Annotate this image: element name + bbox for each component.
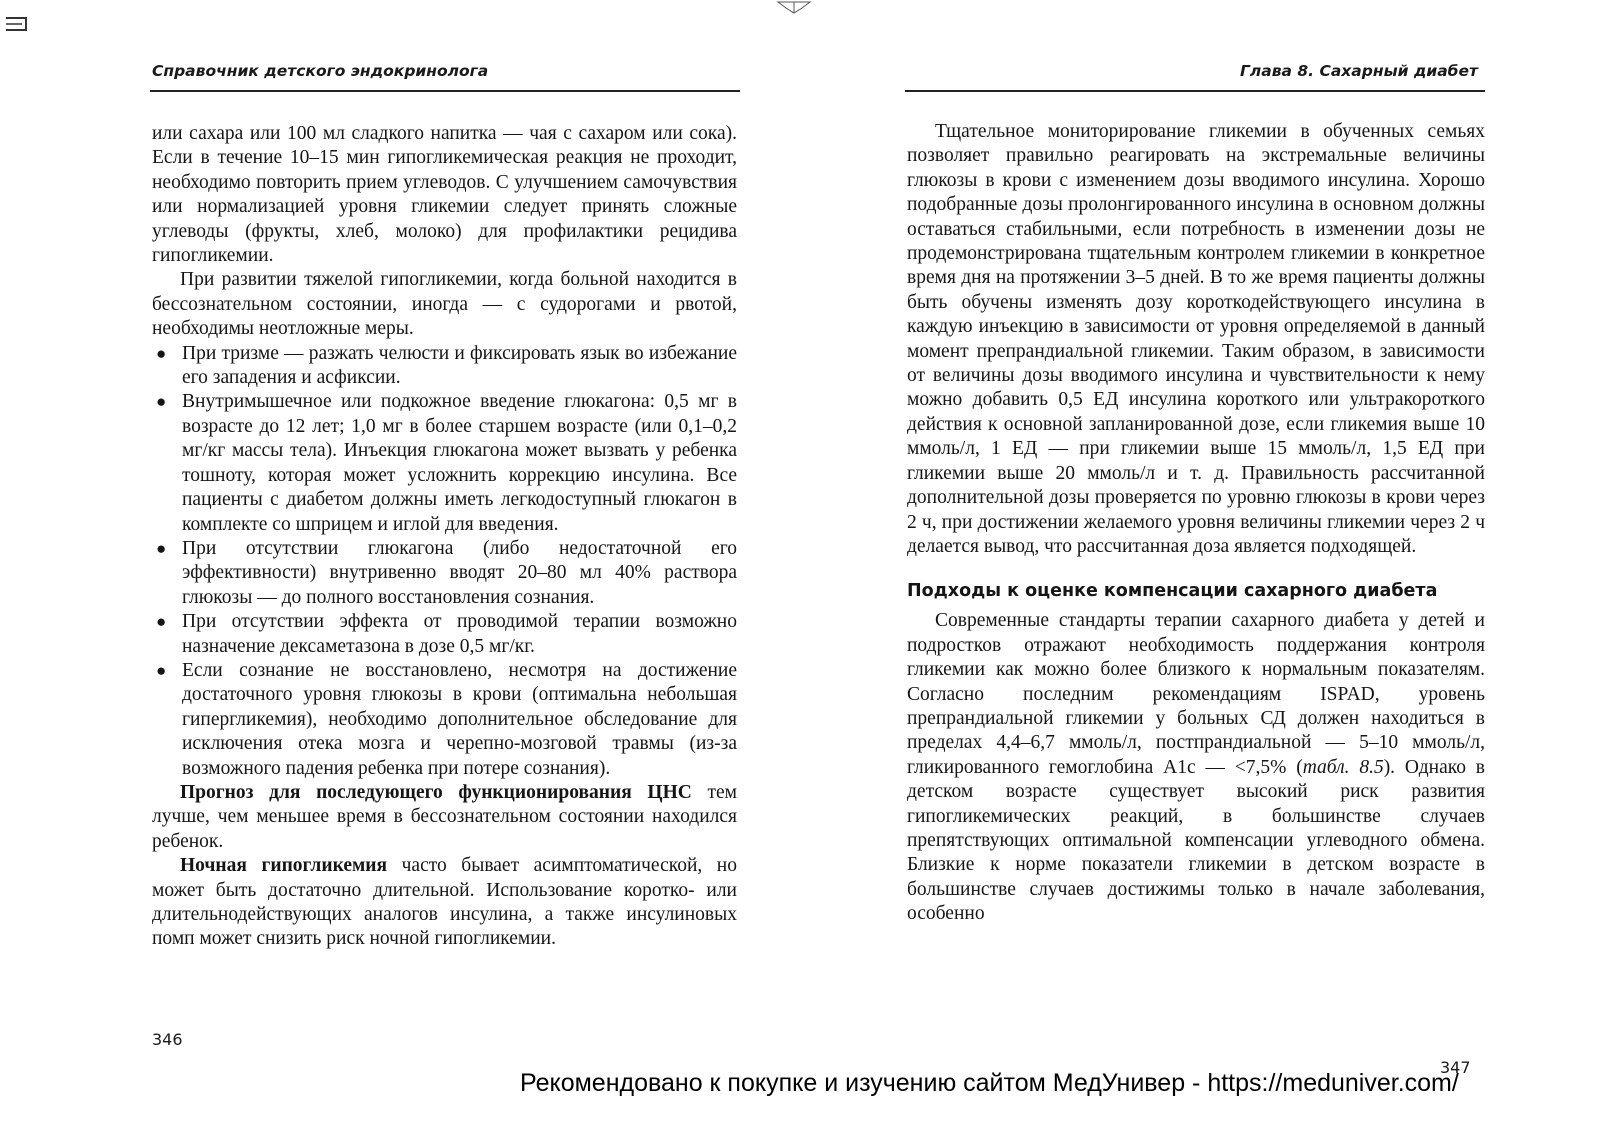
bullet-icon: ● [156,392,167,412]
table-reference: табл. 8.5 [1302,756,1384,778]
list-item [152,390,737,536]
right-text-column [907,120,1485,927]
paragraph-text: Современные стандарты терапии сахарного диабета у детей и подростков отражают необходимость поддержания контроля гликемии как можно более близкого к нормальным показателям. Согласно последним рекомендациям ISPAD, уровень препрандиальной гликемии у больных СД должен находиться в пределах 4,4–6,7 ммоль/л, постпрандиальной — 5–10 ммоль/л, гликированного гемоглобина A1c — <7,5% ( [907,610,1485,778]
header-rule-right [905,90,1485,92]
paragraph [152,854,737,952]
running-head-right: Глава 8. Сахарный диабет [1240,62,1478,80]
term-bold: Прогноз для последующего функционирования ЦНС [180,781,692,803]
list-item-text: При отсутствии эффекта от проводимой терапии возможно назначение дексаметазона в дозе 0,5 мг/кг. [182,611,737,657]
term-bold: Ночная гипогликемия [180,855,388,877]
list-item-text: При отсутствии глюкагона (либо недостаточной его эффективности) внутривенно вводят 20–80 мл 40% раствора глюкозы — до полного восстановления сознания. [182,537,737,608]
paragraph-text: часто бывает асимптоматической, но может быть достаточно длительной. Использование коротко- или длительнодействующих аналогов инсулина, а также инсулиновых помп может снизить риск ночной гипогликемии. [152,855,737,950]
paragraph: При развитии тяжелой гипогликемии, когда больной находится в бессознательном состоянии, иногда — с судорогами и рвотой, необходимы неотложные меры. [152,269,737,340]
list-item [152,537,737,610]
list-item [152,659,737,781]
header-rule-left [150,90,740,92]
bullet-icon: ● [156,612,167,632]
list-item-text: Если сознание не восстановлено, несмотря на достижение достаточного уровня глюкозы в крови (оптимальна небольшая гипергликемия), необходимо дополнительное обследование для исключения отека мозга и черепно-мозговой травмы (из-за возможного падения ребенка при потере сознания). [182,659,737,779]
bullet-icon: ● [156,343,167,363]
page-number-right: 347 [1440,1058,1471,1077]
watermark-banner: Рекомендовано к покупке и изучению сайтом МедУнивер - https://meduniver.com/ [520,1069,1459,1097]
list-item-text: При тризме — разжать челюсти и фиксировать язык во избежание его западения и асфиксии. [182,342,737,389]
paragraph-text: ). Однако в детском возрасте существует высокий риск развития гипогликемических реакций, в большинстве случаев препятствующих оптимальной компенсации углеводного обмена. Близкие к норме показатели гликемии в детском возрасте в большинстве случаев достижимы только в начале заболевания, особенно [907,756,1485,925]
list-item [152,610,737,659]
right-page [800,0,1600,1125]
bullet-icon: ● [156,660,167,680]
paragraph [907,609,1485,926]
paragraph: или сахара или 100 мл сладкого напитка — чая с сахаром или сока). Если в течение 10–15 мин гипогликемическая реакция не проходит, необходимо повторить прием углеводов. С улучшением самочувствия или нормализацией уровня гликемии следует принять сложные углеводы (фрукты, хлеб, молоко) для профилактики рецидива гипогликемии. [152,123,737,267]
paragraph: Тщательное мониторирование гликемии в обученных семьях позволяет правильно реагировать на экстремальные величины глюкозы в крови с изменением дозы вводимого инсулина. Хорошо подобранные дозы пролонгированного инсулина в основном должны оставаться стабильными, если потребность в изменении дозы не продемонстрирована тщательным контролем гликемии в конкретное время дня на протяжении 3–5 дней. В то же время пациенты должны быть обучены изменять дозу короткодействующего инсулина в каждую инъекцию в зависимости от уровня определяемой в данный момент препрандиальной гликемии. Таким образом, в зависимости от величины дозы вводимого инсулина и чувствительности к нему можно добавить 0,5 ЕД инсулина короткого или ультракороткого действия к основной запланированной дозе, если гликемия выше 10 ммоль/л, 1 ЕД — при гликемии выше 15 ммоль/л, 1,5 ЕД при гликемии выше 20 ммоль/л и т. д. Правильность рассчитанной дополнительной дозы проверяется по уровню глюкозы в крови через 2 ч, при достижении желаемого уровня величины гликемии через 2 ч делается вывод, что рассчитанная доза является подходящей. [907,121,1485,557]
list-item-text: Внутримышечное или подкожное введение глюкагона: 0,5 мг в возрасте до 12 лет; 1,0 мг в более старшем возрасте (или 0,1–0,2 мг/кг массы тела). Инъекция глюкагона может вызвать у ребенка тошноту, которая может усложнить коррекцию инсулина. Все пациенты с диабетом должны иметь легкодоступный глюкагон в комплекте со шприцем и иглой для введения. [182,391,737,535]
emergency-measures-list [152,342,737,781]
left-text-column [152,122,737,952]
running-head-left: Справочник детского эндокринолога [152,62,489,80]
list-item [152,342,737,391]
page-number-left: 346 [152,1030,183,1049]
paragraph [152,781,737,854]
section-heading: Подходы к оценке компенсации сахарного диабета [907,581,1438,602]
bullet-icon: ● [156,538,167,558]
paragraph-text: тем лучше, чем меньшее время в бессознательном состоянии находился ребенок. [152,781,737,852]
